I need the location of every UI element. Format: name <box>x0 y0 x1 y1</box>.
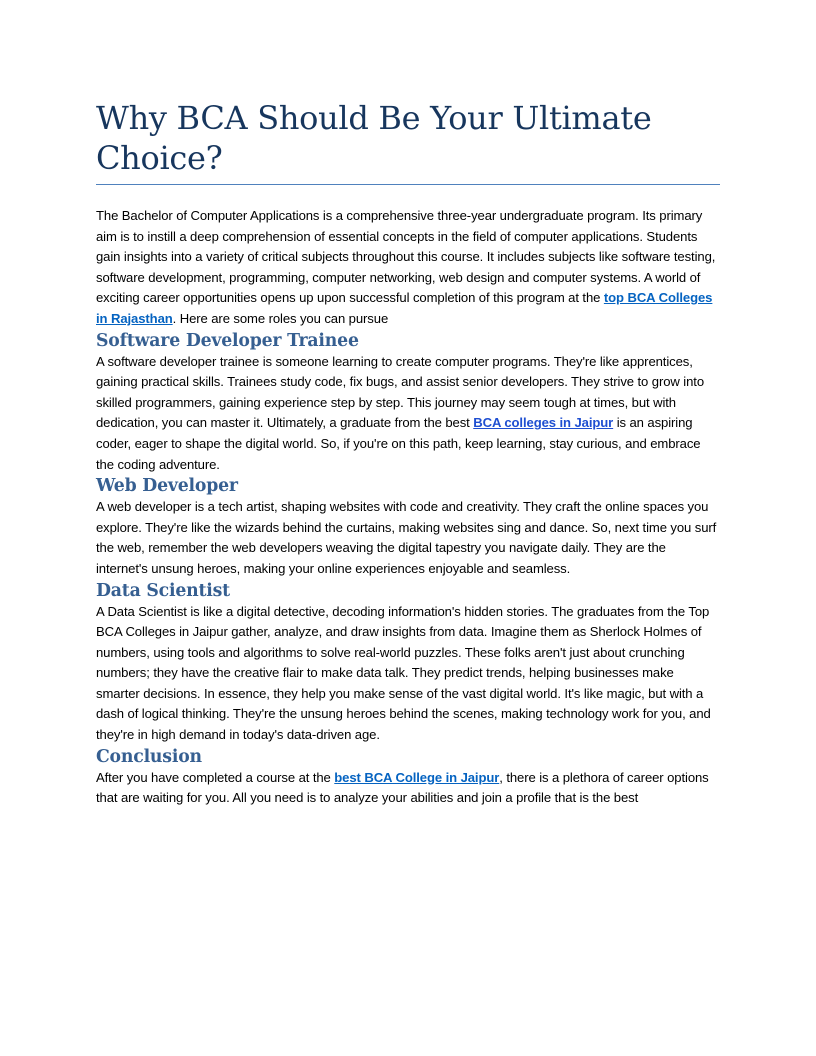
title-underline-divider <box>96 184 720 185</box>
best-bca-college-jaipur-link[interactable]: best BCA College in Jaipur <box>334 769 500 785</box>
intro-text-after: . Here are some roles you can pursue <box>172 310 389 326</box>
intro-text: The Bachelor of Computer Applications is a comprehensive three-year undergraduate program. Its primary aim is to instill a deep comprehension of essential concepts in the field of computer applications. Students gain insights into a variety of critical subjects throughout this course. It includes subjects like software testing, software development, programming, computer networking, web design and computer systems. A world of exciting career opportunities opens up upon successful completion of this program at the <box>96 208 716 306</box>
section-heading-data-scientist: Data Scientist <box>96 580 230 601</box>
bca-colleges-jaipur-link[interactable]: BCA colleges in Jaipur <box>473 415 614 431</box>
intro-paragraph <box>96 206 720 330</box>
section-heading-web-developer: Web Developer <box>96 476 238 497</box>
paragraph-text-after: is an aspiring coder, eager to shape the digital world. So, if you're on this path, keep learning, stay curious, and embrace the coding adventure. <box>96 415 701 472</box>
section-heading-software-developer-trainee: Software Developer Trainee <box>96 330 359 351</box>
software-developer-trainee-paragraph <box>96 352 720 476</box>
paragraph-text: After you have completed a course at the <box>96 769 335 785</box>
document-page <box>96 0 720 809</box>
paragraph-text-after: , there is a plethora of career options that are waiting for you. All you need is to analyze your abilities and join a profile that is the best <box>96 769 709 806</box>
data-scientist-paragraph: A Data Scientist is like a digital detective, decoding information's hidden stories. The graduates from the Top BCA Colleges in Jaipur gather, analyze, and draw insights from data. Imagine them as Sherlock Holmes of numbers, using tools and algorithms to solve real-world puzzles. These folks aren't just about crunching numbers; they have the creative flair to make data talk. They predict trends, helping businesses make smarter decisions. In essence, they help you make sense of the vast digital world. It's like magic, but with a dash of logical thinking. They're the unsung heroes behind the scenes, making technology work for you, and they're in high demand in today's data-driven age. <box>96 603 711 743</box>
page-title: Why BCA Should Be Your Ultimate Choice? <box>96 99 652 177</box>
section-heading-conclusion: Conclusion <box>96 746 202 767</box>
top-bca-colleges-rajasthan-link[interactable]: top BCA Colleges in Rajasthan <box>96 290 713 326</box>
paragraph-text: A software developer trainee is someone learning to create computer programs. They're like apprentices, gaining practical skills. Trainees study code, fix bugs, and assist senior developers. They strive to grow into skilled programmers, gaining experience step by step. This journey may seem tough at times, but with dedication, you can master it. Ultimately, a graduate from the best <box>96 353 705 431</box>
conclusion-paragraph <box>96 768 720 809</box>
web-developer-paragraph: A web developer is a tech artist, shaping websites with code and creativity. They craft the online spaces you explore. They're like the wizards behind the curtains, making websites sing and dance. So, next time you surf the web, remember the web developers weaving the digital tapestry you navigate daily. They are the internet's unsung heroes, making your online experiences enjoyable and seamless. <box>96 499 717 576</box>
